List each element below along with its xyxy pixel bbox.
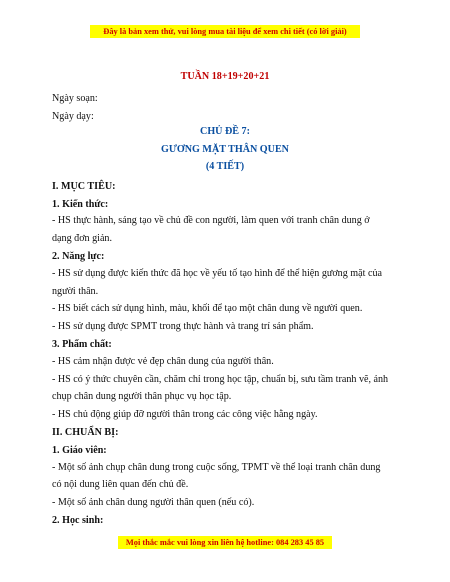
skills-line: người thân. (52, 286, 99, 297)
skills-heading: 2. Năng lực: (52, 251, 105, 262)
qualities-line: - HS chủ động giúp đỡ người thân trong các công việc hằng ngày. (52, 409, 318, 420)
topic-name: GƯƠNG MẶT THÂN QUEN (161, 144, 289, 155)
teacher-line: có nội dung liên quan đến chủ đề. (52, 479, 189, 490)
week-title: TUẦN 18+19+20+21 (180, 71, 270, 82)
teach-date-label: Ngày dạy: (52, 111, 94, 122)
knowledge-line: - HS thực hành, sáng tạo về chủ đề con người, làm quen với tranh chân dung ở (52, 215, 370, 226)
section-preparation-heading: II. CHUẨN BỊ: (52, 427, 119, 438)
student-heading: 2. Học sinh: (52, 515, 104, 526)
skills-line: - HS sử dụng được SPMT trong thực hành và trang trí sản phẩm. (52, 321, 314, 332)
skills-line: - HS sử dụng được kiến thức đã học về yếu tố tạo hình để thể hiện gương mặt của (52, 268, 382, 279)
preview-notice-banner: Đây là bản xem thử, vui lòng mua tài liệu để xem chi tiết (có lời giải) (90, 25, 360, 38)
knowledge-line: dạng đơn giản. (52, 233, 113, 244)
teacher-line: - Một số ảnh chân dung người thân quen (nếu có). (52, 497, 255, 508)
teacher-line: - Một số ảnh chụp chân dung trong cuộc sống, TPMT về thể loại tranh chân dung (52, 462, 381, 473)
qualities-line: chụp chân dung người thân phục vụ học tập. (52, 391, 232, 402)
qualities-line: - HS có ý thức chuyên cần, chăm chỉ trong học tập, chuẩn bị, sưu tầm tranh vẽ, ảnh (52, 374, 389, 385)
prep-date-label: Ngày soạn: (52, 93, 98, 104)
topic-periods: (4 TIẾT) (205, 161, 245, 172)
teacher-heading: 1. Giáo viên: (52, 445, 107, 456)
section-objectives-heading: I. MỤC TIÊU: (52, 181, 116, 192)
skills-line: - HS biết cách sử dụng hình, màu, khối để tạo một chân dung về người quen. (52, 303, 363, 314)
qualities-line: - HS cảm nhận được vẻ đẹp chân dung của người thân. (52, 356, 274, 367)
topic-number: CHỦ ĐỀ 7: (200, 126, 250, 137)
knowledge-heading: 1. Kiến thức: (52, 199, 109, 210)
hotline-banner: Mọi thắc mắc vui lòng xin liên hệ hotline: 084 283 45 85 (118, 536, 332, 549)
qualities-heading: 3. Phẩm chất: (52, 339, 112, 350)
